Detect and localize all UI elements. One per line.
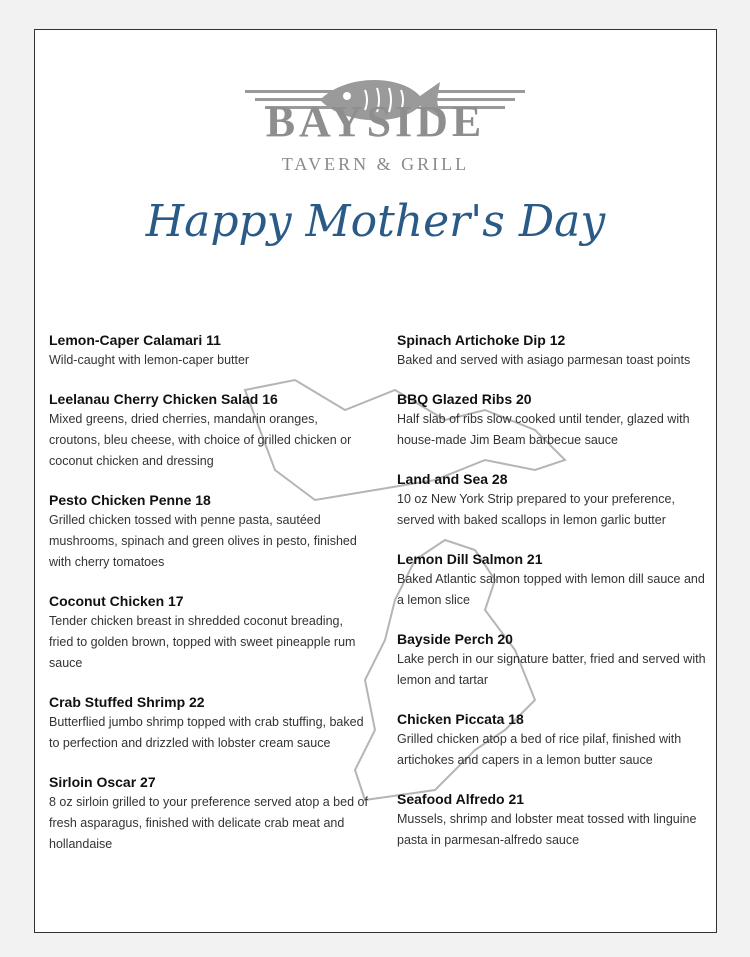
menu-item	[397, 709, 707, 771]
brand-tagline: TAVERN & GRILL	[281, 154, 470, 174]
item-desc: Half slab of ribs slow cooked until tender, glazed with house-made Jim Beam barbecue sauce	[397, 412, 690, 447]
item-desc: Butterflied jumbo shrimp topped with crab stuffing, baked to perfection and drizzled with lobster cream sauce	[49, 715, 364, 750]
menu-item	[397, 549, 707, 611]
menu-item	[49, 389, 369, 472]
menu-item	[397, 389, 707, 451]
menu-item	[397, 469, 707, 531]
item-name: Lemon-Caper Calamari 11	[49, 332, 221, 348]
item-desc: Lake perch in our signature batter, fried and served with lemon and tartar	[397, 652, 706, 687]
menu-item	[397, 330, 707, 371]
item-name: Lemon Dill Salmon 21	[397, 551, 543, 567]
menu-item	[397, 789, 707, 851]
menu-item	[397, 629, 707, 691]
item-name: Coconut Chicken 17	[49, 593, 184, 609]
menu-column-left	[49, 330, 369, 873]
item-name: Land and Sea 28	[397, 471, 508, 487]
menu-item	[49, 591, 369, 674]
item-name: Bayside Perch 20	[397, 631, 513, 647]
item-name: Seafood Alfredo 21	[397, 791, 525, 807]
item-desc: 10 oz New York Strip prepared to your preference, served with baked scallops in lemon garlic butter	[397, 492, 675, 527]
menu-item	[49, 330, 369, 371]
item-desc: Mussels, shrimp and lobster meat tossed with linguine pasta in parmesan-alfredo sauce	[397, 812, 697, 847]
item-desc: Grilled chicken atop a bed of rice pilaf, finished with artichokes and capers in a lemon butter sauce	[397, 732, 682, 767]
item-name: Leelanau Cherry Chicken Salad 16	[49, 391, 278, 407]
item-desc: Grilled chicken tossed with penne pasta, sautéed mushrooms, spinach and green olives in pesto, finished with cherry tomatoes	[49, 513, 357, 569]
page-title: Happy Mother's Day	[145, 196, 606, 247]
item-desc: Tender chicken breast in shredded coconut breading, fried to golden brown, topped with sweet pineapple rum sauce	[49, 614, 356, 670]
brand-name: BAYSIDE	[265, 97, 486, 146]
item-desc: Wild-caught with lemon-caper butter	[49, 353, 250, 367]
item-name: Pesto Chicken Penne 18	[49, 492, 211, 508]
item-name: Chicken Piccata 18	[397, 711, 524, 727]
menu-item	[49, 692, 369, 754]
item-desc: Baked Atlantic salmon topped with lemon dill sauce and a lemon slice	[397, 572, 705, 607]
item-desc: Mixed greens, dried cherries, mandarin oranges, croutons, bleu cheese, with choice of grilled chicken or coconut chicken and dressing	[49, 412, 352, 468]
item-name: Crab Stuffed Shrimp 22	[49, 694, 205, 710]
item-name: Spinach Artichoke Dip 12	[397, 332, 566, 348]
item-desc: Baked and served with asiago parmesan toast points	[397, 353, 691, 367]
menu-item	[49, 772, 369, 855]
item-name: Sirloin Oscar 27	[49, 774, 156, 790]
item-desc: 8 oz sirloin grilled to your preference served atop a bed of fresh asparagus, finished with delicate crab meat and hollandaise	[49, 795, 368, 851]
menu-item	[49, 490, 369, 573]
menu-column-right	[397, 330, 707, 869]
menu-page	[34, 29, 717, 933]
item-name: BBQ Glazed Ribs 20	[397, 391, 532, 407]
